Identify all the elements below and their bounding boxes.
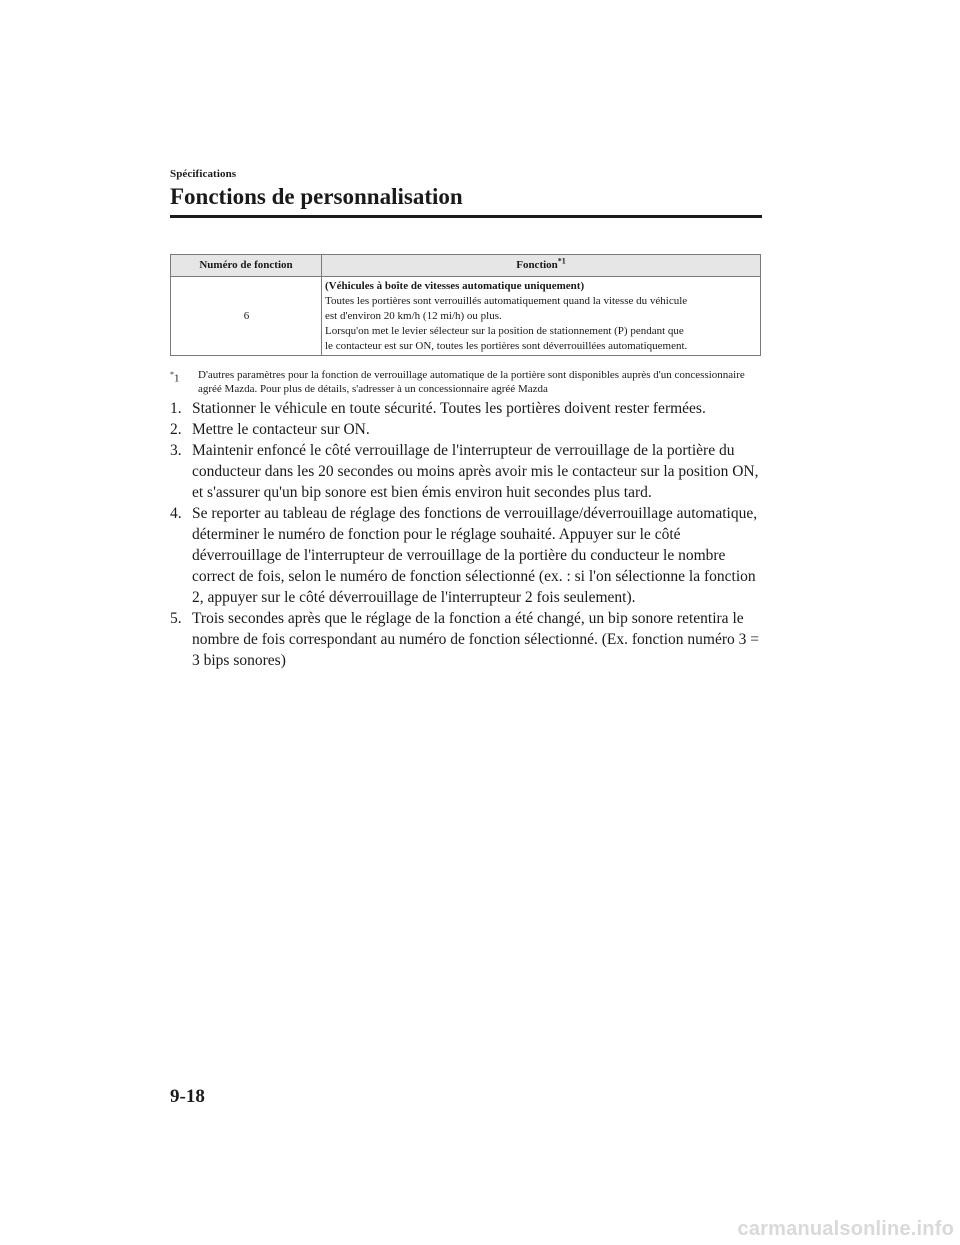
footnote-asterisk: *: [170, 370, 174, 379]
page-title: Fonctions de personnalisation: [170, 184, 463, 209]
list-item: [170, 503, 770, 608]
step-text: Maintenir enfoncé le côté verrouillage de l'interrupteur de verrouillage de la portière du conducteur dans les 20 secondes ou moins après avoir mis le contacteur sur la position ON, et s'assurer qu'un bip sonore est bien émis environ huit secondes plus tard.: [192, 442, 759, 501]
list-item: [170, 398, 770, 419]
footnote-marker: [170, 368, 180, 386]
function-table: [170, 254, 761, 356]
column-header-function-label: Fonction: [516, 259, 558, 271]
list-item: [170, 608, 770, 671]
step-number: 3.: [170, 442, 182, 459]
list-item: [170, 419, 770, 440]
page-number: 9-18: [170, 1086, 205, 1107]
function-line: Lorsqu'on met le levier sélecteur sur la position de stationnement (P) pendant que: [325, 325, 684, 337]
step-number: 4.: [170, 505, 182, 522]
section-label: Spécifications: [170, 168, 237, 180]
watermark-link[interactable]: carmanualsonline.info: [737, 1218, 954, 1240]
step-text: Stationner le véhicule en toute sécurité. Toutes les portières doivent rester fermées.: [192, 400, 706, 417]
step-number: 2.: [170, 421, 182, 438]
table-row: [171, 277, 761, 356]
column-header-number: Numéro de fonction: [171, 255, 322, 277]
function-number-cell: 6: [171, 277, 322, 356]
table-header-row: [171, 255, 761, 277]
footnote-reference: *1: [557, 256, 566, 266]
procedure-steps: [170, 398, 770, 671]
title-rule: [170, 215, 762, 218]
step-text: Trois secondes après que le réglage de la fonction a été changé, un bip sonore retentira le nombre de fois correspondant au numéro de fonction sélectionné. (Ex. fonction numéro 3 = 3 bips sonores): [192, 610, 760, 669]
list-item: [170, 440, 770, 503]
function-heading: (Véhicules à boîte de vitesses automatique uniquement): [325, 280, 585, 292]
function-line: est d'environ 20 km/h (12 mi/h) ou plus.: [325, 310, 502, 322]
column-header-function: [322, 255, 761, 277]
footnote-text: D'autres paramètres pour la fonction de verrouillage automatique de la portière sont disponibles auprès d'un concessionnaire agréé Mazda. Pour plus de détails, s'adresser à un concessionnaire agréé Mazda: [198, 369, 745, 395]
step-number: 5.: [170, 610, 182, 627]
function-description-cell: [322, 277, 761, 356]
step-number: 1.: [170, 400, 182, 417]
step-text: Se reporter au tableau de réglage des fonctions de verrouillage/déverrouillage automatique, déterminer le numéro de fonction pour le réglage souhaité. Appuyer sur le côté déverrouillage de l'interrupteur de verrouillage de la portière du conducteur le nombre correct de fois, selon le numéro de fonction sélectionné (ex. : si l'on sélectionne la fonction 2, appuyer sur le côté déverrouillage de l'interrupteur 2 fois seulement).: [192, 505, 758, 606]
footnote: [170, 368, 766, 396]
step-text: Mettre le contacteur sur ON.: [192, 421, 370, 438]
function-line: le contacteur est sur ON, toutes les portières sont déverrouillées automatiquement.: [325, 340, 688, 352]
function-line: Toutes les portières sont verrouillés automatiquement quand la vitesse du véhicule: [325, 295, 688, 307]
footnote-number: 1: [174, 372, 180, 385]
